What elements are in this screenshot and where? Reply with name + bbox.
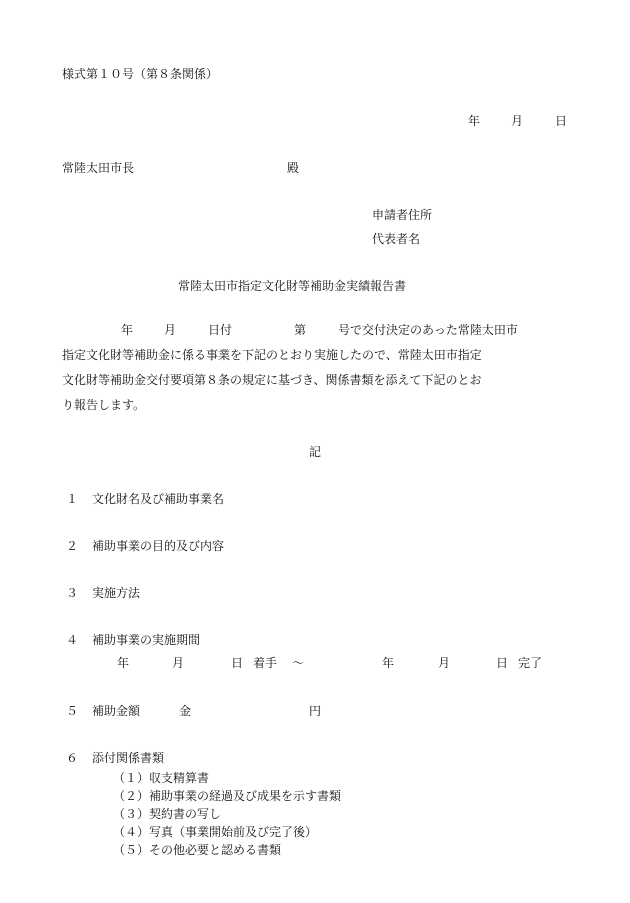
- period-end-year: 年: [382, 656, 395, 670]
- intro-line-4-text: り報告します。: [62, 398, 146, 412]
- item-6-number: ６: [66, 751, 79, 765]
- period-start-month: 月: [172, 656, 185, 670]
- ki-heading: 記: [309, 445, 322, 459]
- intro-month-label: 月: [164, 323, 177, 337]
- item-5-label: 補助金額: [92, 704, 141, 718]
- intro-line-2-text: 指定文化財等補助金に係る事業を下記のとおり実施したので、常陸太田市指定: [62, 348, 482, 362]
- addressee-name: 常陸太田市長: [62, 161, 135, 175]
- intro-line-3: [62, 368, 580, 393]
- item-4-label: 補助事業の実施期間: [92, 633, 201, 647]
- item-2-label: 補助事業の目的及び内容: [92, 539, 225, 553]
- item-5-number: ５: [66, 704, 79, 718]
- period-end-day: 日: [496, 656, 509, 670]
- item-6-label: 添付関係書類: [92, 751, 165, 765]
- form-number: 様式第１０号（第８条関係）: [62, 67, 219, 81]
- intro-line-2: [62, 343, 580, 368]
- applicant-address-label: 申請者住所: [372, 208, 433, 222]
- item-1-number: １: [66, 492, 79, 506]
- intro-line1-rest: 号で交付決定のあった常陸太田市: [338, 323, 518, 337]
- amount-kin: 金: [179, 704, 192, 718]
- attachment-item: （５）その他必要と認める書類: [113, 843, 282, 857]
- document-title: 常陸太田市指定文化財等補助金実績報告書: [178, 279, 407, 293]
- intro-line-1: [62, 318, 580, 343]
- intro-line-3-text: 文化財等補助金交付要項第８条の規定に基づき、関係書類を添えて下記のとお: [62, 373, 482, 387]
- period-start-year: 年: [117, 656, 130, 670]
- addressee-honorific: 殿: [287, 161, 300, 175]
- item-1-label: 文化財名及び補助事業名: [92, 492, 225, 506]
- period-start-day: 日: [231, 656, 244, 670]
- date-year-label: 年: [468, 114, 481, 128]
- amount-yen: 円: [309, 704, 322, 718]
- attachment-item: （４）写真（事業開始前及び完了後）: [113, 825, 318, 839]
- item-2-number: ２: [66, 539, 79, 553]
- item-4-number: ４: [66, 633, 79, 647]
- period-start-label: 着手: [253, 656, 278, 670]
- intro-paragraph: [62, 318, 580, 418]
- date-month-label: 月: [511, 114, 524, 128]
- item-3-label: 実施方法: [92, 586, 141, 600]
- intro-dayof-label: 日付: [208, 323, 233, 337]
- period-tilde: ～: [292, 656, 305, 670]
- intro-line-4: [62, 393, 580, 418]
- attachment-item: （１）収支精算書: [113, 771, 210, 785]
- intro-number-prefix: 第: [294, 323, 307, 337]
- period-end-label: 完了: [518, 656, 543, 670]
- period-end-month: 月: [438, 656, 451, 670]
- attachment-item: （２）補助事業の経過及び成果を示す書類: [113, 789, 342, 803]
- date-day-label: 日: [555, 114, 568, 128]
- item-3-number: ３: [66, 586, 79, 600]
- intro-year-label: 年: [121, 323, 134, 337]
- applicant-representative-label: 代表者名: [372, 232, 421, 246]
- attachment-item: （３）契約書の写し: [113, 807, 222, 821]
